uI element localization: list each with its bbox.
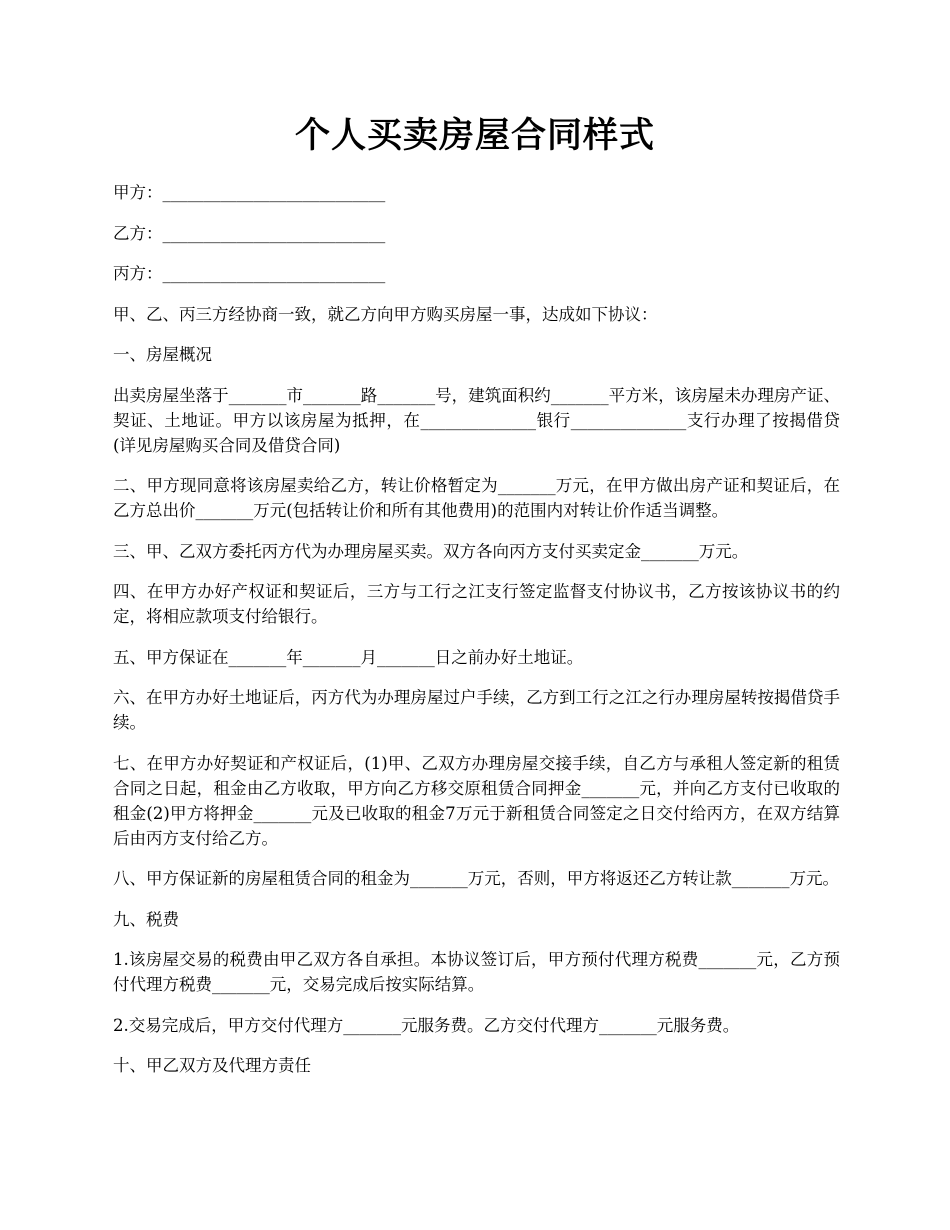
clause-3: 三、甲、乙双方委托丙方代为办理房屋买卖。双方各向丙方支付买卖定金_______万元。 — [113, 541, 749, 561]
clause-9-2: 2.交易完成后，甲方交付代理方_______元服务费。乙方交付代理方_______元服务费。 — [113, 1015, 740, 1035]
clause-5: 五、甲方保证在_______年_______月_______日之前办好土地证。 — [113, 647, 584, 667]
clause-7: 七、在甲方办好契证和产权证后，(1)甲、乙双方办理房屋交接手续，自乙方与承租人签定新的租赁合同之日起，租金由乙方收取，甲方向乙方移交原租赁合同押金_______元，并向乙方支付已收取的租金(2)甲方将押金_______元及已收取的租金7万元于新租赁合同签定之日交付给丙方，在双方结算后由丙方支付给乙方。 — [113, 753, 840, 848]
document-body — [113, 180, 840, 1094]
preamble: 甲、乙、丙三方经协商一致，就乙方向甲方购买房屋一事，达成如下协议： — [113, 304, 658, 324]
clause-6: 六、在甲方办好土地证后，丙方代为办理房屋过户手续，乙方到工行之江之行办理房屋转按揭借贷手续。 — [113, 688, 840, 732]
clause-2: 二、甲方现同意将该房屋卖给乙方，转让价格暂定为_______万元，在甲方做出房产证和契证后，在乙方总出价_______万元(包括转让价和所有其他费用)的范围内对转让价作适当调整。 — [113, 476, 840, 520]
section-heading-1: 一、房屋概况 — [113, 345, 212, 364]
clause-property-details: 出卖房屋坐落于_______市_______路_______号，建筑面积约_______平方米，该房屋未办理房产证、契证、土地证。甲方以该房屋为抵押，在______________银行______________支行办理了按揭借贷(详见房屋购买合同及借贷合同) — [113, 385, 840, 455]
clause-9-1: 1.该房屋交易的税费由甲乙双方各自承担。本协议签订后，甲方预付代理方税费_______元，乙方预付代理方税费_______元，交易完成后按实际结算。 — [113, 950, 840, 994]
section-heading-10: 十、甲乙双方及代理方责任 — [113, 1056, 311, 1075]
document-title: 个人买卖房屋合同样式 — [294, 115, 655, 156]
section-heading-9: 九、税费 — [113, 909, 179, 929]
party-c-line: 丙方：___________________________ — [113, 264, 386, 283]
party-a-line: 甲方：___________________________ — [113, 183, 386, 202]
party-b-line: 乙方：___________________________ — [113, 223, 386, 243]
clause-4: 四、在甲方办好产权证和契证后，三方与工行之江支行签定监督支付协议书，乙方按该协议书的约定，将相应款项支付给银行。 — [113, 582, 840, 626]
clause-8: 八、甲方保证新的房屋租赁合同的租金为_______万元，否则，甲方将返还乙方转让款_______万元。 — [113, 869, 839, 888]
